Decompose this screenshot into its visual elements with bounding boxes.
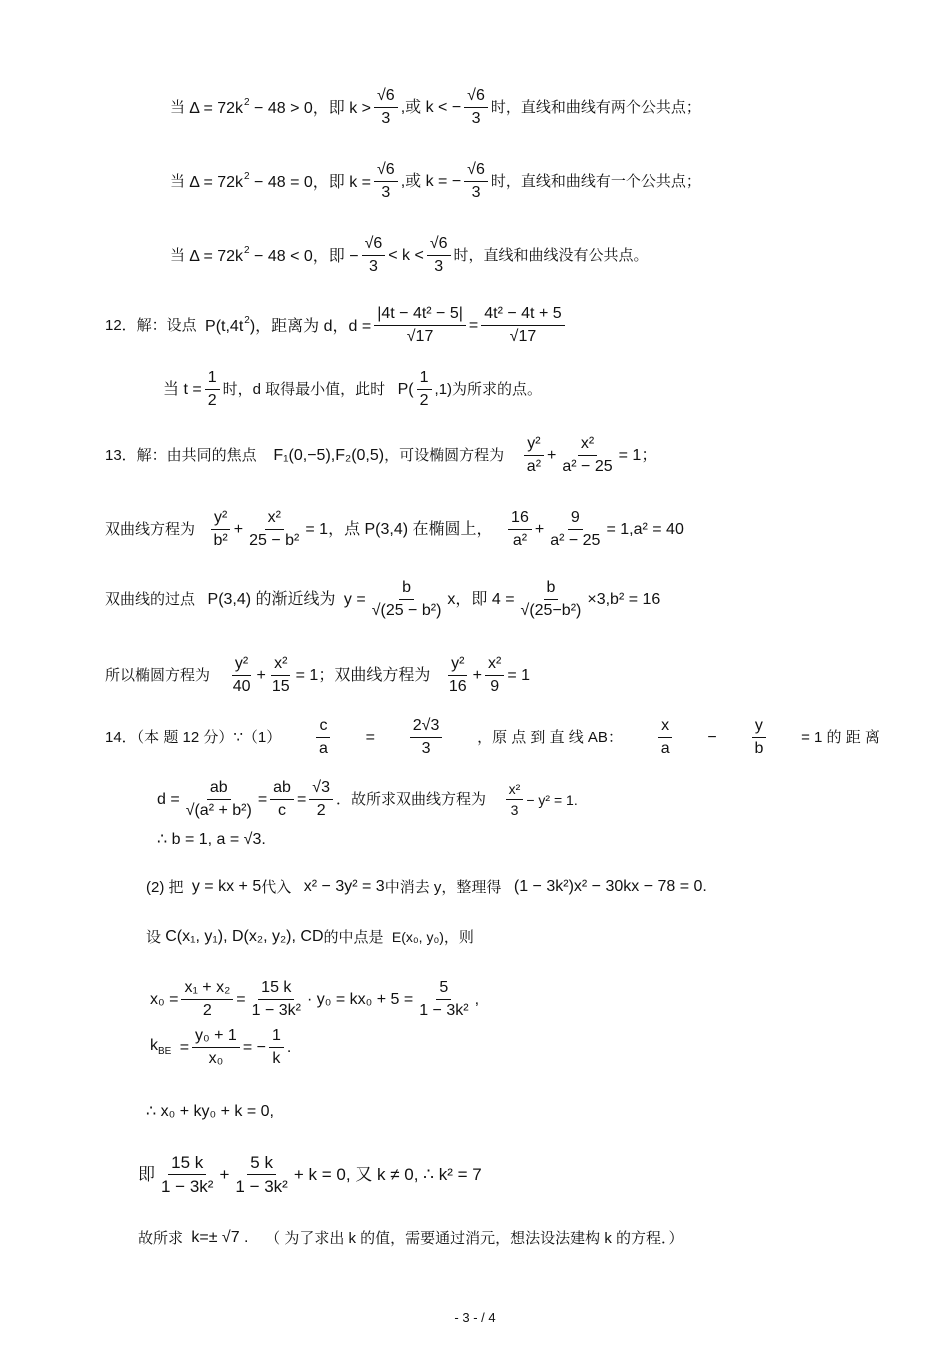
- line-4: [105, 306, 568, 345]
- line-9: [105, 656, 530, 695]
- fraction: $\frac{√6}{3}$: [427, 236, 451, 275]
- text: 时，直线和曲线有一个公共点；: [490, 173, 701, 190]
- math: +: [219, 1165, 230, 1184]
- fraction: $\frac{x}{a}$: [658, 718, 673, 757]
- math: = 1，点 P(3,4) 在椭圆上，: [305, 520, 493, 538]
- line-15: [150, 980, 479, 1019]
- math: x₀ =: [150, 990, 179, 1008]
- line-6: [105, 436, 657, 475]
- fraction: $\frac{\text{y²}}{16}$: [448, 655, 467, 695]
- fraction: $\frac{\text{4t² − 4t + 5}}{√17}$: [481, 306, 564, 345]
- text: 时，d 取得最小值，此时: [222, 381, 386, 398]
- fraction: $\frac{\text{x²}}{3}$: [506, 782, 524, 817]
- fraction: $\frac{y}{b}$: [751, 718, 766, 757]
- math: +: [472, 666, 482, 684]
- math: −: [707, 728, 717, 746]
- fraction: $\frac{\text{x²}}{\text{a² − 25}}$: [562, 435, 613, 475]
- text: ．故所求双曲线方程为: [335, 791, 486, 808]
- line-18: [138, 1154, 482, 1195]
- text: (2) 把: [146, 878, 184, 896]
- fraction: $\frac{15 k}{\text{1 − 3k²}}$: [251, 979, 301, 1019]
- math: d =: [157, 790, 180, 808]
- math: .: [286, 1038, 292, 1056]
- fraction: $\frac{√6}{3}$: [362, 236, 386, 275]
- math: P(: [397, 380, 414, 398]
- math: $P(t,4t^2)$，距离为 d，d =: [205, 315, 372, 335]
- math: · y₀ = kx₀ + 5 =: [306, 990, 414, 1008]
- text: ，则: [443, 928, 474, 946]
- line-14: [146, 929, 474, 945]
- fraction: $\frac{1}{2}$: [417, 370, 432, 409]
- math: +: [547, 446, 557, 464]
- line-2: [170, 162, 701, 201]
- text: 双曲线方程为: [105, 521, 196, 538]
- fraction: $\frac{\text{y²}}{\text{a²}}$: [524, 436, 544, 475]
- text: 故所求: [138, 1229, 184, 1247]
- text: 当: [170, 173, 186, 190]
- fraction: $\frac{\text{x₁ + x₂}}{2}$: [181, 980, 233, 1019]
- math: ∴ b = 1, a = √3.: [157, 831, 266, 848]
- math: +: [534, 520, 545, 538]
- math: = −: [242, 1038, 266, 1056]
- math: = 1；双曲线方程为: [295, 666, 431, 684]
- math: ,或 k < −: [400, 98, 462, 116]
- text: = 1 的 距 离: [801, 729, 880, 746]
- line-10: [105, 718, 880, 757]
- text: 12．解：设点: [105, 317, 197, 334]
- math: C(x₁, y₁), D(x₂, y₂), CD: [165, 928, 324, 945]
- text: 当: [170, 247, 186, 264]
- math: +: [233, 520, 244, 538]
- fraction: $\frac{9}{\text{a² − 25}}$: [550, 509, 601, 549]
- fraction: $\frac{b}{\text{√(25−b²)}}$: [520, 579, 582, 619]
- math: x，即 4 =: [447, 590, 515, 608]
- fraction: $\frac{ab}{\text{√(a² + b²)}}$: [185, 779, 252, 819]
- text: 双曲线的过点: [105, 591, 196, 608]
- fraction: $\frac{\text{x²}}{9}$: [485, 656, 504, 695]
- line-19: [138, 1230, 684, 1246]
- math: = 1: [507, 666, 530, 684]
- math: ,: [474, 990, 480, 1008]
- line-5: [163, 370, 542, 409]
- math: ×3,b² = 16: [587, 590, 661, 608]
- text: 14．（本 题 12 分）∵（1）: [105, 729, 282, 746]
- line-7: [105, 510, 684, 549]
- line-16: [150, 1028, 291, 1067]
- math: (1 − 3k²)x² − 30kx − 78 = 0.: [513, 878, 707, 895]
- math: + k = 0, 又 k ≠ 0, ∴ k² = 7: [293, 1165, 482, 1184]
- text: ，可设椭圆方程为: [384, 447, 505, 464]
- math: P(3,4) 的渐近线为: [207, 590, 336, 608]
- fraction: $\frac{2√3}{3}$: [410, 718, 443, 757]
- math: E(x₀, y₀): [391, 929, 444, 945]
- text: （ 为了求出 k 的值，需要通过消元，想法设法建构 k 的方程．）: [265, 1229, 684, 1247]
- fraction: $\frac{\text{|4t − 4t² − 5|}}{√17}$: [374, 306, 466, 345]
- math: =: [365, 728, 376, 746]
- text: 中消去 y，整理得: [384, 878, 502, 896]
- line-8: [105, 580, 660, 619]
- math: < k <: [388, 246, 424, 264]
- fraction: $\frac{15 k}{\text{1 − 3k²}}$: [161, 1153, 214, 1196]
- fraction: $\frac{\text{x²}}{15}$: [271, 655, 290, 695]
- fraction: $\frac{ab}{c}$: [270, 780, 294, 819]
- math: =: [296, 790, 307, 808]
- fraction: $\frac{√6}{3}$: [464, 162, 488, 201]
- text: 时，直线和曲线有两个公共点；: [490, 99, 701, 116]
- text: 13．解：由共同的焦点: [105, 447, 257, 464]
- text: 当: [170, 99, 186, 116]
- text: 设: [146, 928, 162, 946]
- text: 时，直线和曲线没有公共点。: [453, 247, 649, 264]
- fraction: $\frac{√6}{3}$: [374, 162, 398, 201]
- math: − y² = 1.: [526, 791, 578, 808]
- math: x² − 3y² = 3: [303, 878, 385, 895]
- text: 代入: [261, 878, 292, 896]
- line-3: [170, 236, 649, 275]
- math: ∴ x₀ + ky₀ + k = 0,: [146, 1103, 274, 1120]
- fraction: $\frac{√6}{3}$: [374, 88, 398, 127]
- fraction: $\frac{c}{a}$: [316, 718, 331, 757]
- math: y =: [343, 590, 366, 608]
- math: $k_{BE}$: [150, 1037, 172, 1057]
- fraction: $\frac{b}{\text{√(25 − b²)}}$: [371, 579, 442, 619]
- fraction: $\frac{√6}{3}$: [464, 88, 488, 127]
- math: k=± √7 .: [191, 1229, 249, 1246]
- math: = 1,a² = 40: [606, 520, 684, 538]
- line-13: [146, 879, 707, 895]
- fraction: $\frac{\text{y²}}{\text{b²}}$: [211, 510, 231, 549]
- math: =: [257, 790, 268, 808]
- line-1: [170, 88, 701, 127]
- math: $\Delta = 72k^2 - 48 > 0$，即 k >: [189, 97, 371, 117]
- fraction: $\frac{\text{y₀ + 1}}{\text{x₀}}$: [192, 1028, 240, 1067]
- fraction: $\frac{\text{y²}}{40}$: [232, 655, 251, 695]
- page-number: - 3 - / 4: [454, 1310, 496, 1325]
- math: =: [179, 1038, 190, 1056]
- line-11: [157, 780, 578, 819]
- line-17: [146, 1104, 274, 1120]
- fraction: $\frac{5}{\text{1 − 3k²}}$: [419, 979, 469, 1019]
- fraction: $\frac{1}{2}$: [205, 370, 220, 409]
- math: $\Delta = 72k^2 - 48 = 0$，即 k =: [189, 171, 371, 191]
- fraction: $\frac{1}{k}$: [269, 1028, 284, 1067]
- math: $\Delta = 72k^2 - 48 < 0$，即 −: [189, 245, 359, 265]
- fraction: $\frac{√3}{2}$: [309, 780, 333, 819]
- math: 当 t =: [163, 380, 202, 398]
- line-12: [157, 832, 266, 848]
- math: ,或 k = −: [400, 172, 462, 190]
- fraction: $\frac{16}{\text{a²}}$: [508, 510, 532, 549]
- text: 所以椭圆方程为: [105, 667, 211, 684]
- text: ，原 点 到 直 线 AB：: [477, 729, 623, 746]
- text: 的中点是: [323, 928, 384, 946]
- math: =: [468, 316, 479, 334]
- math: = 1；: [618, 446, 658, 464]
- math: +: [256, 666, 266, 684]
- math: F₁(0,−5),F₂(0,5): [273, 446, 385, 464]
- math: y = kx + 5: [191, 878, 262, 895]
- text: ,1)为所求的点。: [434, 381, 543, 398]
- text: 即: [138, 1165, 155, 1184]
- fraction: $\frac{5 k}{\text{1 − 3k²}}$: [235, 1153, 288, 1196]
- math: =: [236, 990, 246, 1008]
- fraction: $\frac{\text{x²}}{\text{25 − b²}}$: [249, 509, 300, 549]
